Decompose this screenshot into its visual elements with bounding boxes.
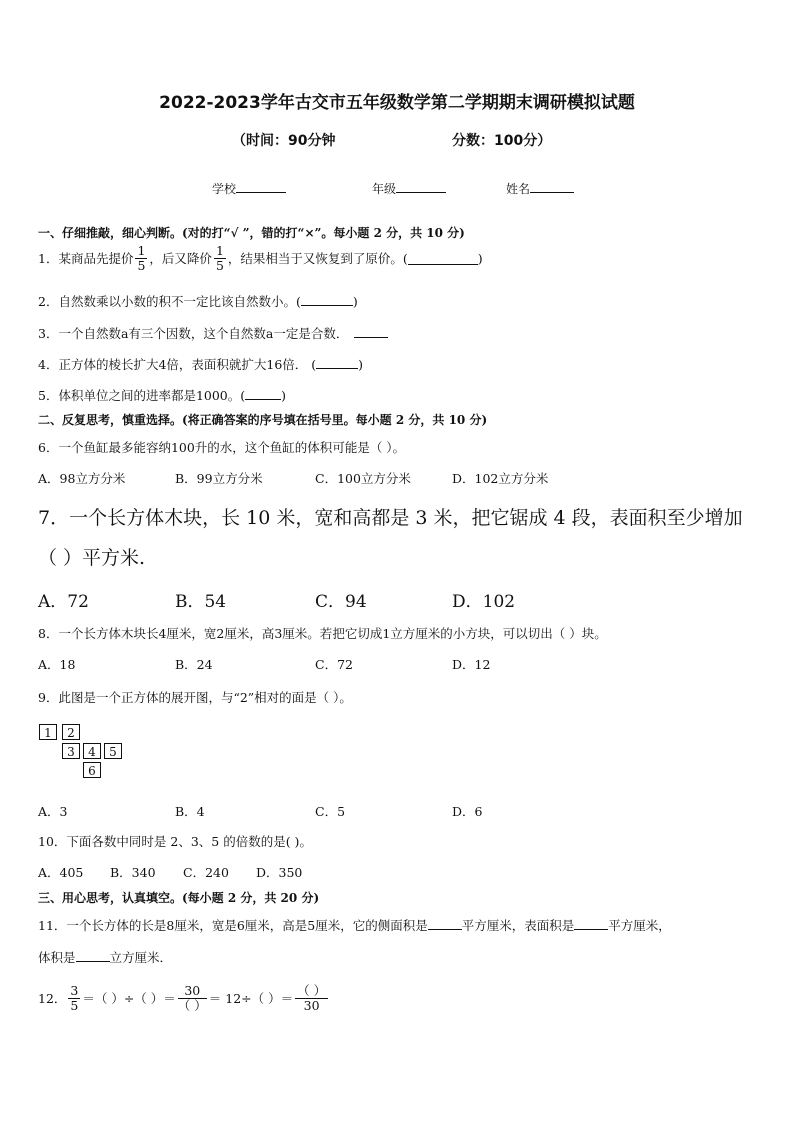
q8-option-c[interactable]: C．72 xyxy=(315,657,353,672)
q4-close: ) xyxy=(358,357,364,372)
net-cell-1: 1 xyxy=(39,724,57,740)
q11-text-c: 平方厘米， xyxy=(608,918,671,933)
q11-text-a: 11．一个长方体的长是8厘米，宽是6厘米，高是5厘米，它的侧面积是 xyxy=(38,918,428,933)
q3-answer-blank[interactable] xyxy=(354,325,388,338)
question-7-line1: 7．一个长方体木块，长 10 米，宽和高都是 3 米，把它锯成 4 段，表面积至少增加 xyxy=(38,507,743,529)
q12-f1-num: 3 xyxy=(70,983,79,998)
q3-text: 3．一个自然数a有三个因数，这个自然数a一定是合数． xyxy=(38,326,349,341)
q7-option-d[interactable]: D．102 xyxy=(452,592,516,612)
q10-option-a[interactable]: A．405 xyxy=(38,865,84,880)
q6-option-d[interactable]: D．102立方分米 xyxy=(452,471,549,486)
q5-text: 5．体积单位之间的进率都是1000。( xyxy=(38,388,246,403)
q12-mid1: ＝（ ）÷（ ）＝ xyxy=(82,991,176,1007)
q1-fraction-b xyxy=(214,244,226,273)
q7-option-c[interactable]: C．94 xyxy=(315,592,367,612)
q10-option-d[interactable]: D．350 xyxy=(256,865,303,880)
q9-option-d[interactable]: D．6 xyxy=(452,804,483,819)
section2-heading: 二、反复思考，慎重选择。(将正确答案的序号填在括号里。每小题 2 分，共 10 分) xyxy=(38,413,488,427)
question-1 xyxy=(38,244,483,273)
q1-fraction-a-num: 1 xyxy=(137,243,146,258)
q12-f3-den: 30 xyxy=(303,997,320,1013)
grade-field xyxy=(372,180,446,197)
q7-option-a[interactable]: A．72 xyxy=(38,592,89,612)
exam-time: （时间：90分钟 xyxy=(232,133,336,149)
q1-answer-blank[interactable] xyxy=(408,252,478,265)
question-10: 10．下面各数中同时是 2、3、5 的倍数的是( )。 xyxy=(38,834,312,849)
question-7-line2: （ ）平方米. xyxy=(38,547,146,569)
q11-text-e: 立方厘米． xyxy=(109,950,173,965)
q1-fraction-b-den: 5 xyxy=(215,257,224,273)
q5-answer-blank[interactable] xyxy=(245,387,281,400)
question-6: 6．一个鱼缸最多能容纳100升的水，这个鱼缸的体积可能是（ ）。 xyxy=(38,440,406,455)
question-4 xyxy=(38,355,363,373)
question-3 xyxy=(38,324,388,342)
name-label: 姓名 xyxy=(506,182,531,196)
q4-text: 4．正方体的棱长扩大4倍，表面积就扩大16倍． ( xyxy=(38,357,317,372)
net-cell-5: 5 xyxy=(104,743,122,759)
q9-option-c[interactable]: C．5 xyxy=(315,804,346,819)
school-blank[interactable] xyxy=(236,180,286,193)
q12-fraction-3 xyxy=(295,984,328,1013)
q6-option-a[interactable]: A．98立方分米 xyxy=(38,471,126,486)
q2-answer-blank[interactable] xyxy=(301,293,353,306)
q6-option-b[interactable]: B．99立方分米 xyxy=(175,471,263,486)
net-cell-2: 2 xyxy=(62,724,80,740)
q1-fraction-a xyxy=(135,244,147,273)
question-8: 8．一个长方体木块长4厘米，宽2厘米，高3厘米。若把它切成1立方厘米的小方块，可以切出（ ）块。 xyxy=(38,626,607,641)
q1-fraction-a-den: 5 xyxy=(137,257,146,273)
q11-lateral-area-blank[interactable] xyxy=(428,917,462,930)
q12-label: 12． xyxy=(38,991,67,1007)
q12-f3-num[interactable]: （ ） xyxy=(297,983,327,998)
q8-option-b[interactable]: B．24 xyxy=(175,657,213,672)
section3-heading: 三、用心思考，认真填空。(每小题 2 分，共 20 分) xyxy=(38,891,320,905)
net-cell-4: 4 xyxy=(83,743,101,759)
q9-option-b[interactable]: B．4 xyxy=(175,804,205,819)
section1-heading: 一、仔细推敲，细心判断。(对的打“√ ”，错的打“×”。每小题 2 分，共 10 分) xyxy=(38,226,465,240)
q12-f2-num: 30 xyxy=(184,983,201,998)
name-blank[interactable] xyxy=(530,180,574,193)
q12-mid2: ＝ 12÷（ ）＝ xyxy=(208,991,294,1007)
grade-blank[interactable] xyxy=(396,180,446,193)
q2-close: ) xyxy=(352,294,358,309)
question-5 xyxy=(38,386,286,404)
question-11-line2 xyxy=(38,948,172,966)
q9-option-a[interactable]: A．3 xyxy=(38,804,68,819)
grade-label: 年级 xyxy=(372,182,397,196)
q8-option-d[interactable]: D．12 xyxy=(452,657,491,672)
q1-end: ) xyxy=(477,250,483,266)
q12-fraction-2 xyxy=(178,984,207,1013)
q2-text: 2．自然数乘以小数的积不一定比该自然数小。( xyxy=(38,294,301,309)
name-field xyxy=(506,180,574,197)
q1-prefix: 1．某商品先提价 xyxy=(38,251,134,267)
question-9: 9．此图是一个正方体的展开图，与“2”相对的面是（ ）。 xyxy=(38,690,352,705)
q6-option-c[interactable]: C．100立方分米 xyxy=(315,471,411,486)
q11-text-b: 平方厘米，表面积是 xyxy=(461,918,575,933)
school-field xyxy=(212,180,286,197)
q8-option-a[interactable]: A．18 xyxy=(38,657,76,672)
q4-answer-blank[interactable] xyxy=(316,356,358,369)
q7-option-b[interactable]: B．54 xyxy=(175,592,227,612)
q10-option-b[interactable]: B．340 xyxy=(110,865,156,880)
q12-fraction-1 xyxy=(68,984,80,1013)
q1-mid: ，后又降价 xyxy=(149,251,212,267)
q1-suffix: ，结果相当于又恢复到了原价。( xyxy=(227,251,408,267)
school-label: 学校 xyxy=(212,182,237,196)
question-2 xyxy=(38,292,358,310)
exam-score: 分数：100分） xyxy=(452,133,552,149)
net-cell-3: 3 xyxy=(62,743,80,759)
q12-f1-den: 5 xyxy=(70,997,79,1013)
net-cell-6: 6 xyxy=(83,762,101,778)
q1-fraction-b-num: 1 xyxy=(215,243,224,258)
question-11-line1 xyxy=(38,916,671,934)
q10-option-c[interactable]: C．240 xyxy=(183,865,229,880)
q5-close: ) xyxy=(281,388,287,403)
q11-surface-area-blank[interactable] xyxy=(574,917,608,930)
page-title: 2022-2023学年古交市五年级数学第二学期期末调研模拟试题 xyxy=(159,93,635,113)
q11-volume-blank[interactable] xyxy=(76,949,110,962)
q11-text-d: 体积是 xyxy=(38,950,76,965)
question-12 xyxy=(38,984,330,1013)
q12-f2-den[interactable]: （ ） xyxy=(177,997,207,1013)
